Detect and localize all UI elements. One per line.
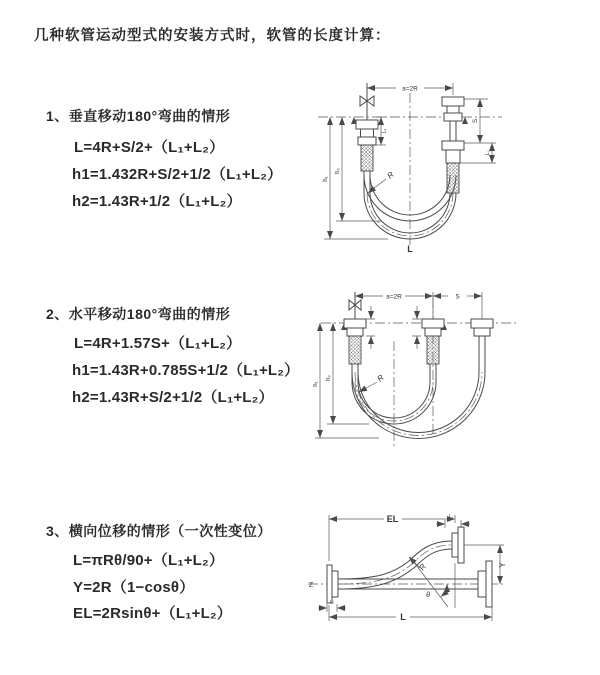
braided-hose-middle (427, 336, 439, 364)
dim-h1-label: h₁ (323, 176, 329, 182)
dim-l2-label: L₂ (381, 128, 388, 134)
dim-l1-label: L₁ (485, 150, 491, 156)
upper-flange (452, 527, 464, 563)
dim-h2-label: h₂ (335, 168, 341, 174)
braided-hose-right (447, 163, 459, 193)
radius-label: R (385, 169, 396, 181)
section3-formula-EL: EL=2Rsinθ+（L₁+L₂） (73, 605, 232, 622)
middle-fitting (422, 319, 444, 364)
section1-formula-h2: h2=1.43R+1/2（L₁+L₂） (72, 193, 242, 210)
section2-formula-h1: h1=1.43R+0.785S+1/2（L₁+L₂） (72, 362, 300, 379)
section1-formula-L: L=4R+S/2+（L₁+L₂） (74, 139, 225, 156)
section2-heading: 2、水平移动180°弯曲的情形 (46, 306, 231, 322)
left-fitting (344, 319, 366, 364)
dim-el-label: EL (386, 514, 399, 524)
radius-label: R (375, 372, 386, 384)
section3-heading: 3、横向位移的情形（一次性变位） (46, 523, 272, 539)
section2-formula-L: L=4R+1.57S+（L₁+L₂） (74, 335, 242, 352)
hose-u-bends (352, 364, 485, 439)
right-fitting (442, 97, 464, 193)
dim-span-label: a=2R (386, 293, 402, 301)
dim-l2-label: L₂ (329, 599, 335, 604)
section1-heading: 1、垂直移动180°弯曲的情形 (46, 108, 231, 124)
diagram-vertical-180-bend (310, 75, 590, 260)
dim-h1-label: h₁ (313, 381, 319, 387)
section3-formula-L: L=πRθ/90+（L₁+L₂） (73, 552, 225, 569)
radius-label: R (417, 562, 428, 573)
dim-h2-label: h₂ (326, 375, 332, 381)
dim-span-label: a=2R (402, 85, 418, 93)
dimension-lines (318, 515, 504, 621)
dim-y-label: Y (498, 562, 507, 568)
page-title: 几种软管运动型式的安装方式时，软管的长度计算： (34, 28, 391, 44)
hose-s-curve (338, 541, 452, 589)
dimension-lines (315, 292, 482, 438)
diagram-lateral-displacement (298, 505, 600, 650)
dim-l-label: L (400, 612, 406, 622)
right-fitting (471, 319, 493, 372)
dim-s-label: S (472, 118, 479, 124)
right-flange (478, 561, 492, 607)
left-fitting (356, 120, 378, 171)
diagram-horizontal-180-bend (313, 286, 597, 466)
braided-hose-left (349, 336, 361, 364)
section2-formula-h2: h2=1.43R+S/2+1/2（L₁+L₂） (72, 389, 274, 406)
dim-s-label: S (455, 293, 460, 301)
braided-hose-left (361, 145, 373, 171)
section3-formula-Y: Y=2R（1−cosθ） (73, 579, 195, 596)
dim-l1-label: L₁ (448, 514, 454, 520)
diagram3-labels (330, 514, 507, 622)
pipe-break-mark: Z (308, 582, 314, 589)
section1-formula-h1: h1=1.432R+S/2+1/2（L₁+L₂） (72, 166, 283, 183)
centerlines (318, 93, 502, 245)
valve-icon (360, 83, 374, 120)
theta-label: θ (426, 592, 430, 599)
length-label: L (407, 244, 413, 254)
left-flange (327, 565, 338, 603)
diagram1-labels (323, 86, 491, 255)
